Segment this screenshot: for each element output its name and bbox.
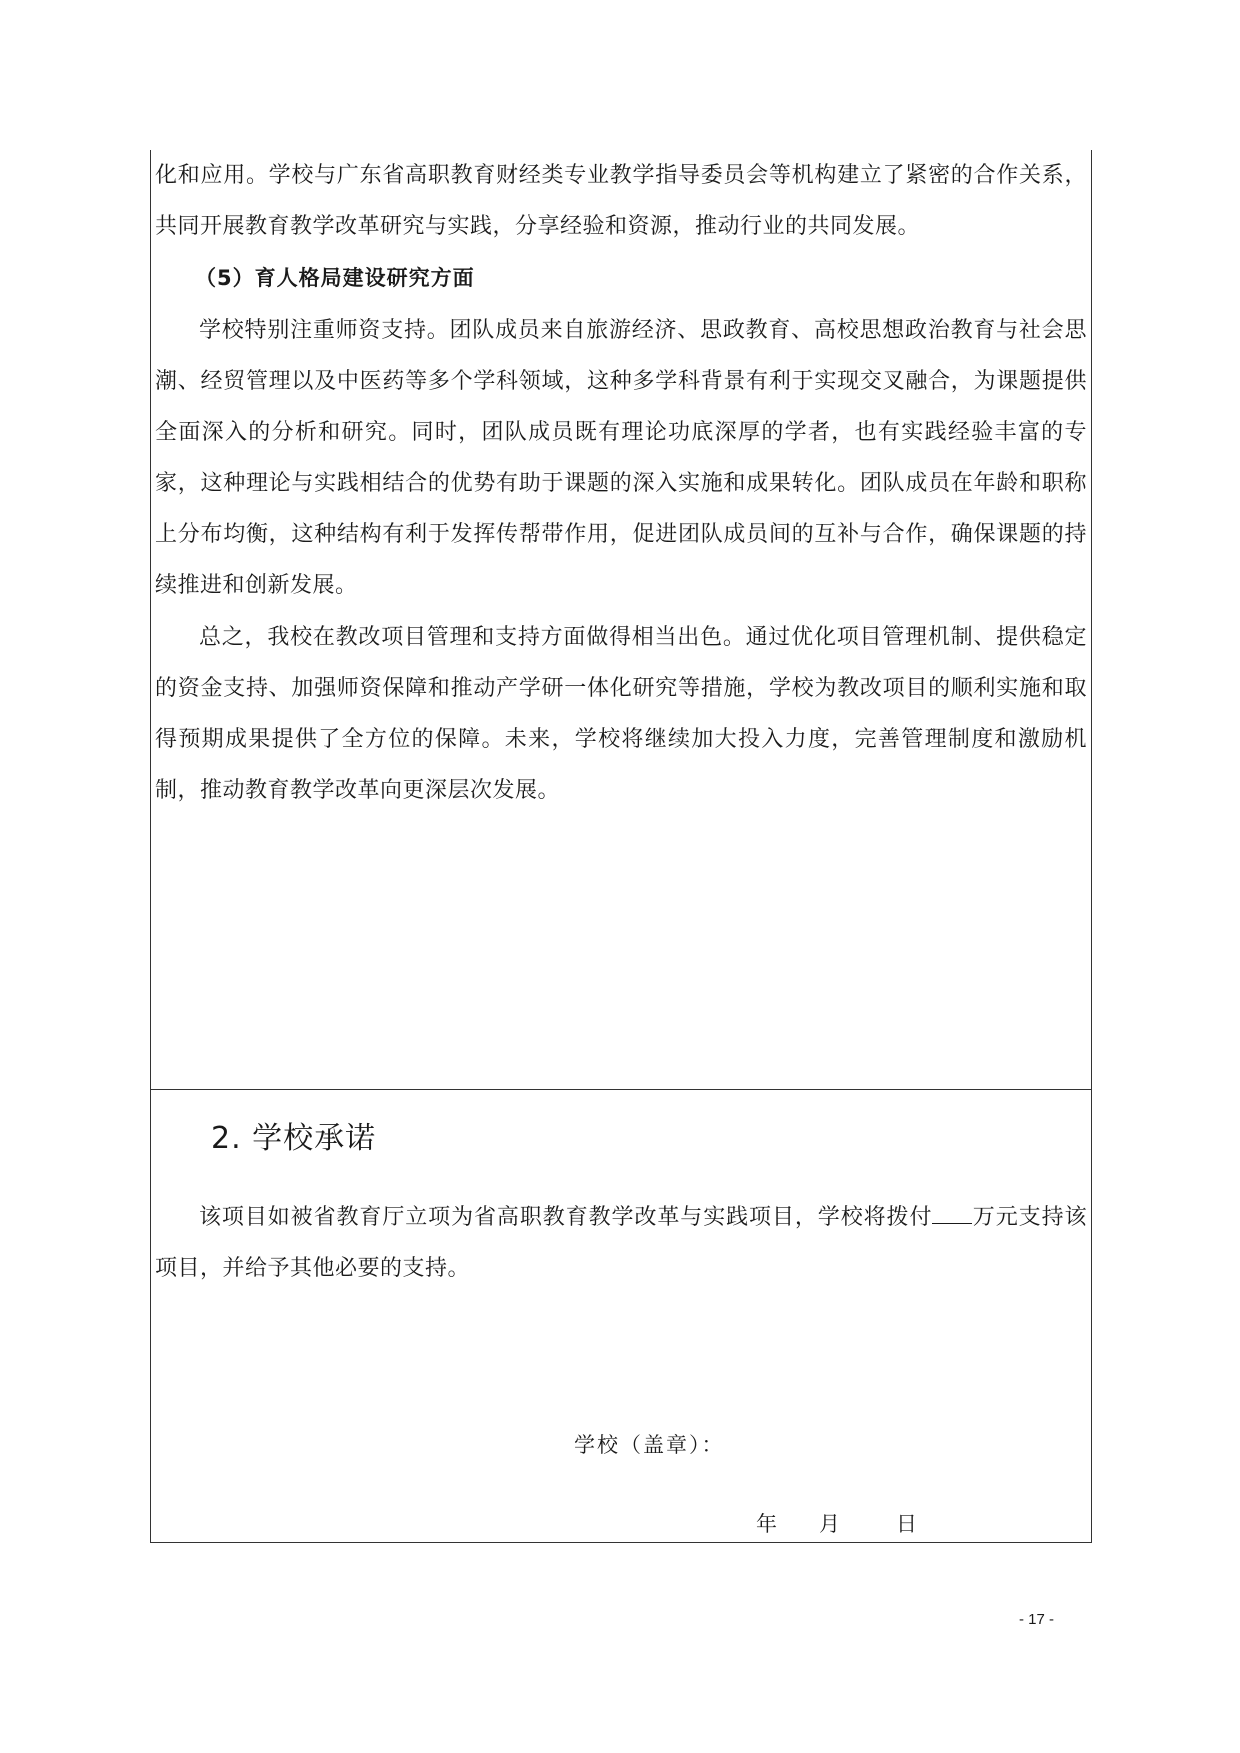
school-seal-label: 学校（盖章）： — [574, 1433, 725, 1457]
date-year-label: 年 — [756, 1512, 777, 1536]
page-number: - 17 - — [1018, 1611, 1054, 1628]
commitment-paragraph — [155, 1192, 1087, 1294]
funding-amount-blank — [932, 1205, 972, 1224]
paragraph-faculty-support: 学校特别注重师资支持。团队成员来自旅游经济、思政教育、高校思想政治教育与社会思潮、经贸管理以及中医药等多个学科领域，这种多学科背景有利于实现交叉融合，为课题提供全面深入的分析和研究。同时，团队成员既有理论功底深厚的学者，也有实践经验丰富的专家，这种理论与实践相结合的优势有助于课题的深入实施和成果转化。团队成员在年龄和职称上分布均衡，这种结构有利于发挥传帮带作用，促进团队成员间的互补与合作，确保课题的持续推进和创新发展。 — [155, 318, 1087, 598]
date-month-label: 月 — [819, 1512, 840, 1536]
section-1-continued-cell — [150, 150, 1092, 1090]
paragraph-summary: 总之，我校在教改项目管理和支持方面做得相当出色。通过优化项目管理机制、提供稳定的资金支持、加强师资保障和推动产学研一体化研究等措施，学校为教改项目的顺利实施和取得预期成果提供了全方位的保障。未来，学校将继续加大投入力度，完善管理制度和激励机制，推动教育教学改革向更深层次发展。 — [155, 625, 1087, 803]
paragraph-partnership: 化和应用。学校与广东省高职教育财经类专业教学指导委员会等机构建立了紧密的合作关系，共同开展教育教学改革研究与实践，分享经验和资源，推动行业的共同发展。 — [155, 163, 1087, 239]
section-2-school-commitment-cell — [150, 1089, 1092, 1543]
commitment-text-after-blank: 万元支持该项目，并给予其他必要的支持。 — [155, 1205, 1087, 1281]
date-day-label: 日 — [896, 1512, 917, 1536]
section-2-title: 2. 学校承诺 — [211, 1121, 377, 1156]
subheading-5-education-pattern: （5）育人格局建设研究方面 — [195, 266, 475, 290]
commitment-text-before-blank: 该项目如被省教育厅立项为省高职教育教学改革与实践项目，学校将拨付 — [199, 1205, 933, 1230]
